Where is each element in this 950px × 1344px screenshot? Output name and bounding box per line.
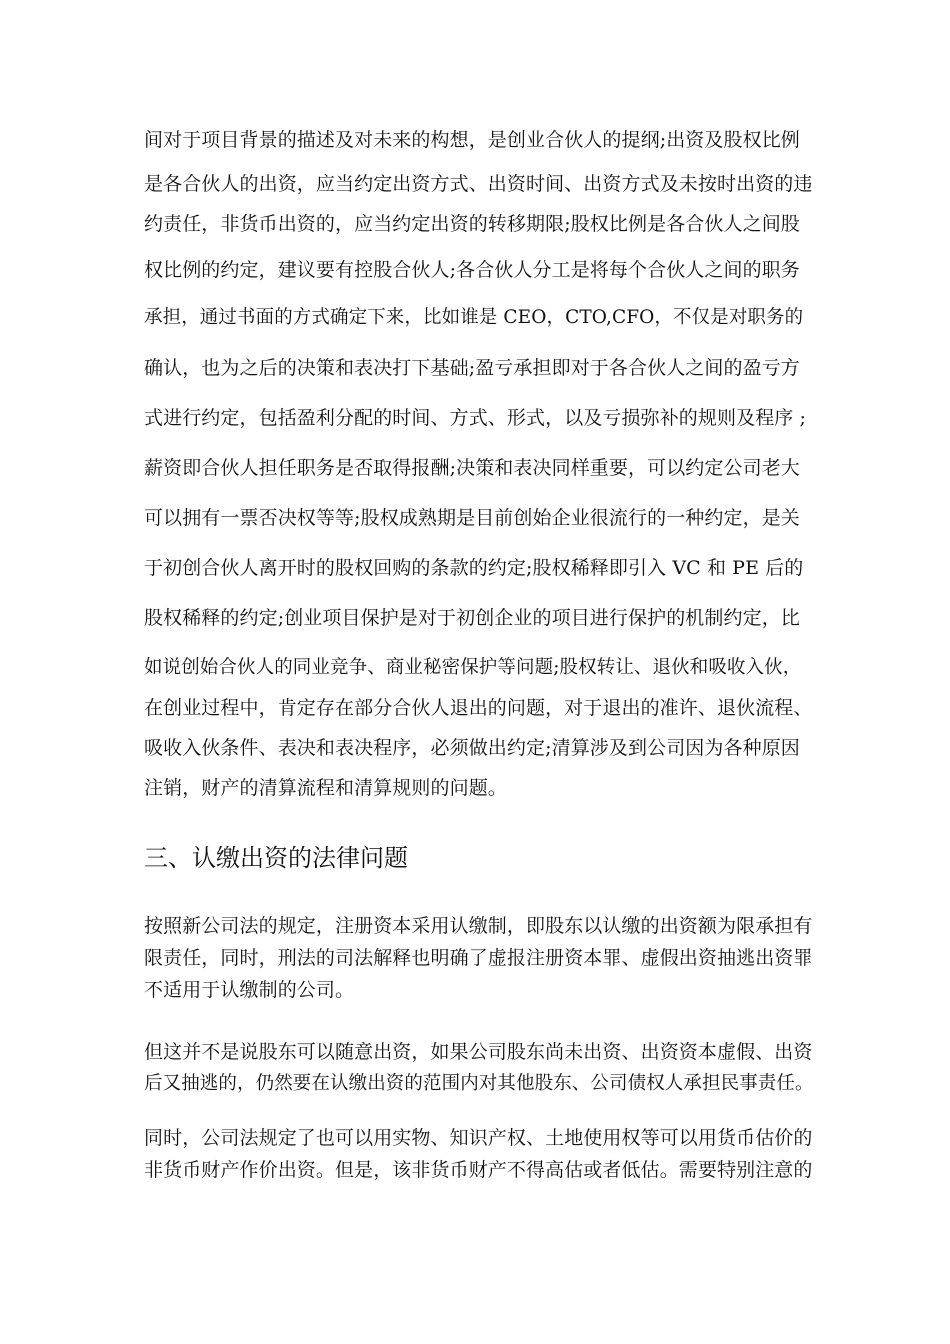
paragraph-line: 但这并不是说股东可以随意出资，如果公司股东尚未出资、出资资本虚假、出资 [144, 1041, 813, 1063]
paragraph-line: 权比例的约定，建议要有控股合伙人;各合伙人分工是将每个合伙人之间的职务 [144, 259, 800, 281]
paragraph-line: 可以拥有一票否决权等等;股权成熟期是目前创始企业很流行的一种约定，是关 [144, 507, 800, 529]
paragraph-line: 是各合伙人的出资，应当约定出资方式、出资时间、出资方式及未按时出资的违 [144, 173, 813, 195]
paragraph-line: 吸收入伙条件、表决和表决程序，必须做出约定;清算涉及到公司因为各种原因 [144, 737, 800, 759]
paragraph-line: 同时，公司法规定了也可以用实物、知识产权、土地使用权等可以用货币估价的 [144, 1127, 813, 1149]
paragraph-line: 不适用于认缴制的公司。 [144, 979, 355, 1001]
paragraph-line: 非货币财产作价出资。但是，该非货币财产不得高估或者低估。需要特别注意的 [144, 1159, 813, 1181]
section-heading: 三、认缴出资的法律问题 [144, 844, 408, 872]
paragraph-line: 按照新公司法的规定，注册资本采用认缴制，即股东以认缴的出资额为限承担有 [144, 915, 813, 937]
paragraph-line: 间对于项目背景的描述及对未来的构想，是创业合伙人的提纲;出资及股权比例 [144, 129, 800, 151]
paragraph-line: 在创业过程中，肯定存在部分合伙人退出的问题，对于退出的准许、退伙流程、 [144, 697, 813, 719]
paragraph-line: 股权稀释的约定;创业项目保护是对于初创企业的项目进行保护的机制约定，比 [144, 607, 800, 629]
paragraph-line: 后又抽逃的，仍然要在认缴出资的范围内对其他股东、公司债权人承担民事责任。 [144, 1073, 814, 1094]
paragraph-line: 限责任，同时，刑法的司法解释也明确了虚报注册资本罪、虚假出资抽逃出资罪 [144, 947, 813, 969]
paragraph-line: 确认，也为之后的决策和表决打下基础;盈亏承担即对于各合伙人之间的盈亏方 [144, 357, 800, 379]
paragraph-line: 如说创始合伙人的同业竞争、商业秘密保护等问题;股权转让、退伙和吸收入伙， [144, 657, 802, 678]
paragraph-line: 式进行约定，包括盈利分配的时间、方式、形式，以及亏损弥补的规则及程序 ; [144, 407, 807, 429]
paragraph-line: 薪资即合伙人担任职务是否取得报酬;决策和表决同样重要，可以约定公司老大 [144, 457, 800, 479]
paragraph-line: 承担，通过书面的方式确定下来，比如谁是 CEO，CTO,CFO，不仅是对职务的 [144, 307, 804, 328]
paragraph-line: 注销，财产的清算流程和清算规则的问题。 [144, 777, 507, 799]
paragraph-line: 于初创合伙人离开时的股权回购的条款的约定;股权稀释即引入 VC 和 PE 后的 [144, 557, 804, 579]
paragraph-line: 约责任，非货币出资的，应当约定出资的转移期限;股权比例是各合伙人之间股 [144, 213, 800, 235]
